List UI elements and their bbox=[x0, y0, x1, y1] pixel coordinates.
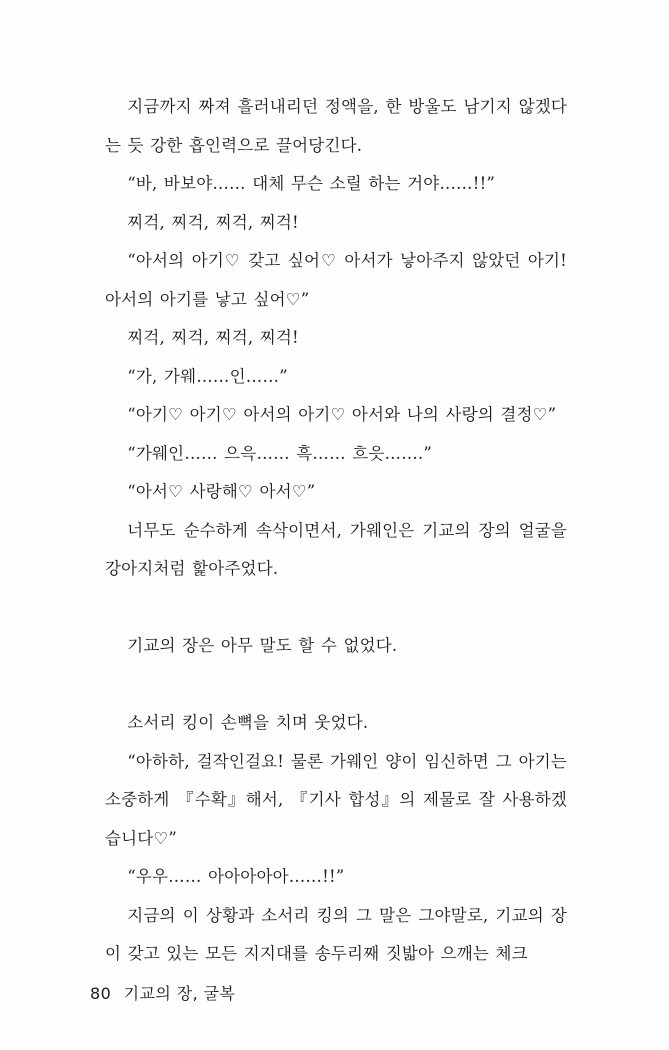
paragraph: 소서리 킹이 손뼉을 치며 웃었다. bbox=[127, 713, 369, 732]
paragraph: “우우…… 아아아아아……!!” bbox=[127, 867, 345, 886]
paragraph: 너무도 순수하게 속삭이면서, 가웨인은 기교의 장의 얼굴을 강아지처럼 핥아주었다. bbox=[105, 520, 567, 578]
paragraph: “아하하, 걸작인걸요! 물론 가웨인 양이 임신하면 그 아기는 소중하게 『수확』해서, 『기사 합성』의 제물로 잘 사용하겠습니다♡” bbox=[105, 751, 567, 848]
paragraph: “바, 바보야…… 대체 무슨 소릴 하는 거야……!!” bbox=[127, 174, 496, 193]
paragraph: 지금까지 짜져 흘러내리던 정액을, 한 방울도 남기지 않겠다는 듯 강한 흡인력으로 끌어당긴다. bbox=[105, 97, 567, 155]
page-number: 80 bbox=[90, 984, 112, 1003]
paragraph: “가, 가웨……인……” bbox=[127, 366, 288, 386]
footer-book-title: 기교의 장, 굴복 bbox=[123, 984, 236, 1003]
paragraph: “아기♡ 아기♡ 아서의 아기♡ 아서와 나의 사랑의 결정♡” bbox=[127, 405, 557, 424]
paragraph-spacer bbox=[105, 666, 567, 705]
paragraph: “가웨인…… 으윽…… 흑…… 흐읏…….” bbox=[127, 443, 433, 463]
paragraph: “아서의 아기♡ 갖고 싶어♡ 아서가 낳아주지 않았던 아기! 아서의 아기를 낳고 싶어♡” bbox=[105, 251, 567, 309]
paragraph: 찌걱, 찌걱, 찌걱, 찌걱! bbox=[127, 212, 299, 232]
paragraph: “아서♡ 사랑해♡ 아서♡” bbox=[127, 482, 316, 501]
paragraph: 찌걱, 찌걱, 찌걱, 찌걱! bbox=[127, 328, 299, 347]
paragraph-spacer bbox=[105, 589, 567, 628]
paragraph: 지금의 이 상황과 소서리 킹의 그 말은 그야말로, 기교의 장이 갖고 있는 모든 지지대를 송두리째 짓밟아 으깨는 체크 bbox=[105, 905, 567, 963]
page-body-text bbox=[105, 88, 567, 974]
paragraph: 기교의 장은 아무 말도 할 수 없었다. bbox=[127, 636, 398, 655]
page-footer bbox=[90, 981, 235, 1004]
